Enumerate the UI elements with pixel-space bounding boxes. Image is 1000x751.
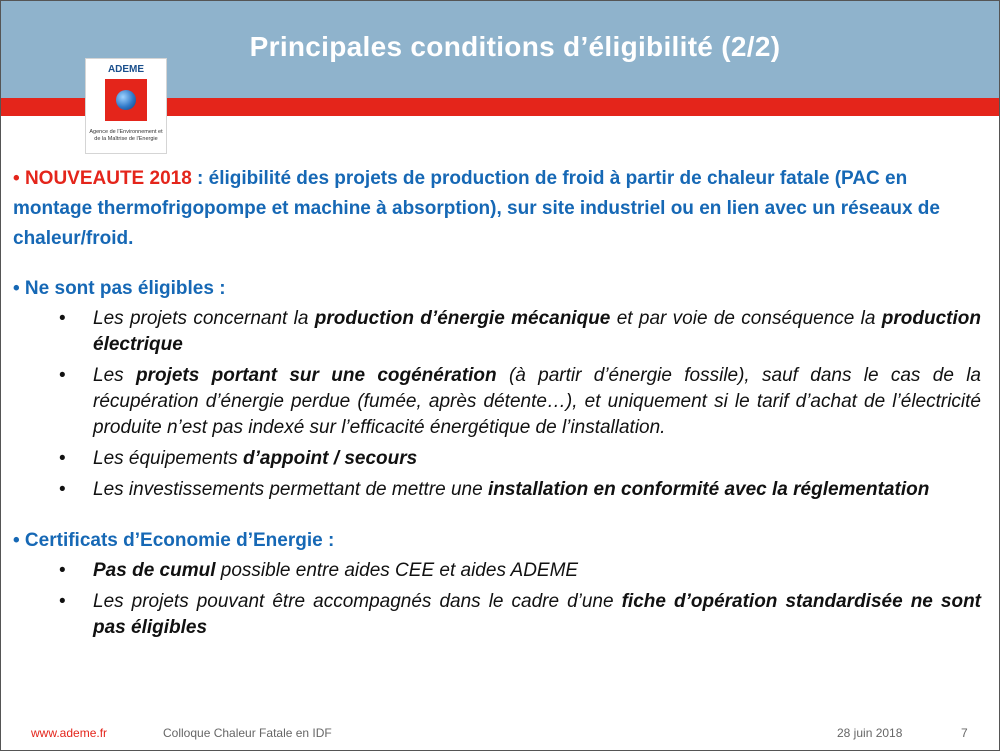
not-eligible-list <box>13 306 981 503</box>
footer-event: Colloque Chaleur Fatale en IDF <box>163 726 332 740</box>
list-item: • Les projets pouvant être accompagnés dans le cadre d’une fiche d’opération standardisée ne sont pas éligibles <box>59 591 982 638</box>
logo-name: ADEME <box>107 64 145 75</box>
list-item: • Pas de cumul possible entre aides CEE et aides ADEME <box>13 558 981 584</box>
globe-icon <box>116 90 136 110</box>
bullet-icon: • <box>59 479 66 500</box>
list-item: • Les projets portant sur une cogénération (à partir d’énergie fossile), sauf dans le cas de la récupération d’énergie perdue (fumée, après détente…), et uniquement si le tarif d’achat de l’électricité produite n’est pas indexé sur l’efficacité énergétique de l’installation. <box>59 365 981 438</box>
intro-text: : éligibilité des projets de production de froid à partir de chaleur fatale (PAC en montage thermofrigopompe et machine à absorption), sur site industriel ou en lien avec un réseaux de chaleur/froid. <box>13 168 940 249</box>
list-item: • Les investissements permettant de mettre une installation en conformité avec la réglementation <box>13 477 981 503</box>
bullet-icon: • <box>59 591 66 612</box>
intro-highlight: NOUVEAUTE 2018 <box>24 168 192 189</box>
logo-red-square <box>105 79 147 121</box>
slide-title: Principales conditions d’éligibilité (2/2) <box>249 31 781 62</box>
logo-caption: Agence de l'Environnement et de la Maîtrise de l'Energie <box>89 129 163 142</box>
footer <box>1 726 999 746</box>
bullet-icon: • <box>59 560 66 581</box>
slide-content <box>13 164 981 646</box>
bullet-icon: • <box>59 365 66 386</box>
page-number: 7 <box>961 726 968 740</box>
footer-url-link[interactable]: www.ademe.fr <box>31 726 108 740</box>
bullet-icon: • <box>59 308 66 329</box>
intro-paragraph <box>13 164 981 254</box>
footer-date: 28 juin 2018 <box>837 726 903 740</box>
section-not-eligible-heading: • Ne sont pas éligibles : <box>13 278 226 299</box>
list-item: • Les projets concernant la production d’énergie mécanique et par voie de conséquence la production électrique <box>59 308 981 355</box>
ademe-logo <box>85 58 167 154</box>
list-item: • Les équipements d’appoint / secours <box>13 446 981 472</box>
cee-list <box>13 558 981 641</box>
intro-bullet: • <box>13 168 20 189</box>
section-cee-heading: • Certificats d’Economie d’Energie : <box>13 530 335 551</box>
bullet-icon: • <box>59 448 66 469</box>
